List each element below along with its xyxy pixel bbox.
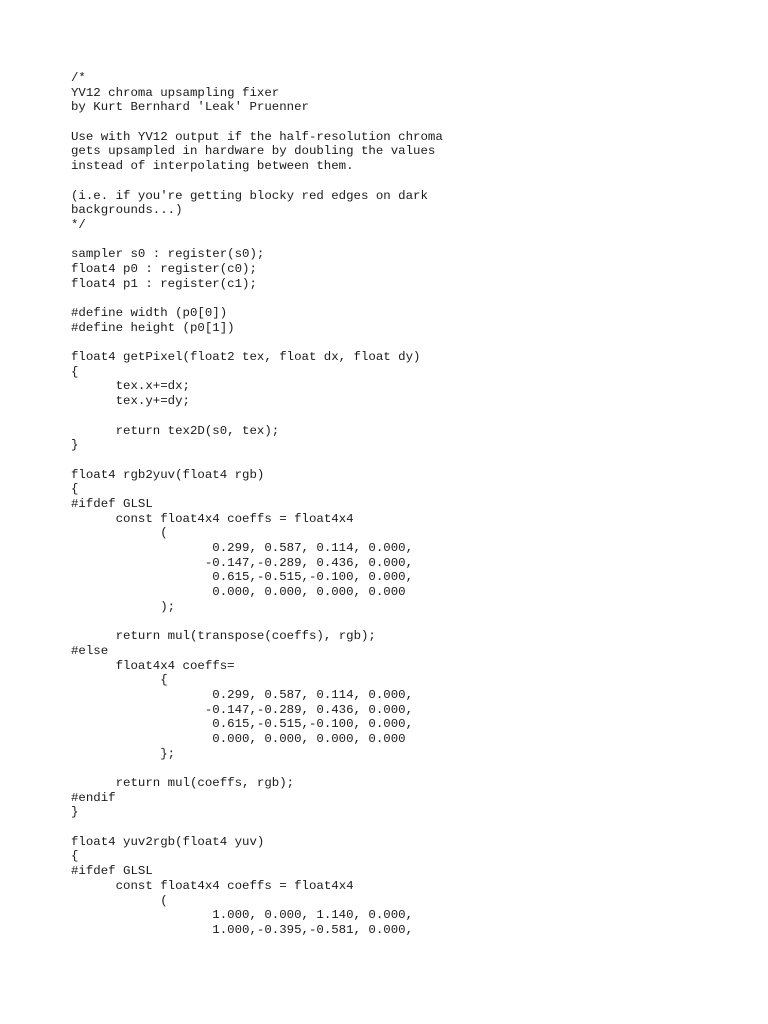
code-line bbox=[71, 614, 443, 629]
code-line: 1.000, 0.000, 1.140, 0.000, bbox=[71, 908, 414, 923]
code-line: const float4x4 coeffs = float4x4 bbox=[71, 511, 354, 526]
code-line: 0.299, 0.587, 0.114, 0.000, bbox=[71, 541, 414, 555]
code-line: gets upsampled in hardware by doubling the values bbox=[71, 144, 436, 159]
code-line: #endif bbox=[71, 790, 116, 805]
code-line: float4 getPixel(float2 tex, float dx, float dy) bbox=[71, 350, 421, 365]
code-line: YV12 chroma upsampling fixer bbox=[71, 85, 280, 100]
code-line: (i.e. if you're getting blocky red edges on dark bbox=[71, 188, 428, 203]
code-line: ( bbox=[71, 893, 168, 908]
code-line: 1.000,-0.395,-0.581, 0.000, bbox=[71, 922, 414, 937]
code-line: 0.615,-0.515,-0.100, 0.000, bbox=[71, 570, 414, 585]
code-line: tex.y+=dy; bbox=[71, 394, 190, 409]
code-line: } bbox=[71, 805, 79, 820]
code-line: sampler s0 : register(s0); bbox=[71, 247, 265, 262]
shader-source-code bbox=[71, 71, 443, 938]
code-line: #define width (p0[0]) bbox=[71, 306, 228, 320]
code-line: Use with YV12 output if the half-resolution chroma bbox=[71, 129, 443, 144]
code-line: float4x4 coeffs= bbox=[71, 658, 235, 673]
code-line: float4 p1 : register(c1); bbox=[71, 276, 257, 291]
code-line: -0.147,-0.289, 0.436, 0.000, bbox=[71, 555, 414, 570]
code-line: /* bbox=[71, 71, 86, 85]
code-line bbox=[71, 233, 443, 248]
code-line: }; bbox=[71, 746, 176, 761]
code-line bbox=[71, 409, 443, 424]
code-line: #else bbox=[71, 643, 109, 658]
code-line: #define height (p0[1]) bbox=[71, 320, 235, 335]
code-line: return mul(coeffs, rgb); bbox=[71, 776, 295, 790]
code-line bbox=[71, 335, 443, 350]
code-line: { bbox=[71, 364, 79, 379]
code-line: tex.x+=dx; bbox=[71, 379, 190, 394]
code-line: instead of interpolating between them. bbox=[71, 159, 354, 174]
code-line: float4 p0 : register(c0); bbox=[71, 261, 257, 276]
code-line: } bbox=[71, 438, 79, 453]
code-line: ( bbox=[71, 526, 168, 541]
code-line bbox=[71, 174, 443, 189]
code-line: { bbox=[71, 849, 79, 864]
code-line bbox=[71, 115, 443, 130]
code-line: #ifdef GLSL bbox=[71, 864, 153, 879]
code-line: return tex2D(s0, tex); bbox=[71, 423, 280, 438]
code-line: */ bbox=[71, 217, 86, 232]
code-line: return mul(transpose(coeffs), rgb); bbox=[71, 629, 376, 644]
code-line: -0.147,-0.289, 0.436, 0.000, bbox=[71, 702, 414, 717]
code-line: { bbox=[71, 482, 79, 497]
code-line bbox=[71, 291, 443, 306]
code-line: #ifdef GLSL bbox=[71, 496, 153, 511]
code-line bbox=[71, 761, 443, 776]
code-line: ); bbox=[71, 599, 176, 614]
code-line: by Kurt Bernhard 'Leak' Pruenner bbox=[71, 100, 309, 115]
code-line: float4 rgb2yuv(float4 rgb) bbox=[71, 467, 265, 482]
code-line bbox=[71, 453, 443, 468]
code-line: { bbox=[71, 673, 168, 688]
code-line: 0.615,-0.515,-0.100, 0.000, bbox=[71, 717, 414, 732]
code-line: backgrounds...) bbox=[71, 203, 183, 218]
code-line: 0.000, 0.000, 0.000, 0.000 bbox=[71, 731, 406, 746]
code-line: const float4x4 coeffs = float4x4 bbox=[71, 878, 354, 893]
code-line: 0.299, 0.587, 0.114, 0.000, bbox=[71, 687, 414, 702]
code-line: 0.000, 0.000, 0.000, 0.000 bbox=[71, 585, 406, 600]
code-line: float4 yuv2rgb(float4 yuv) bbox=[71, 834, 265, 849]
code-line bbox=[71, 820, 443, 835]
